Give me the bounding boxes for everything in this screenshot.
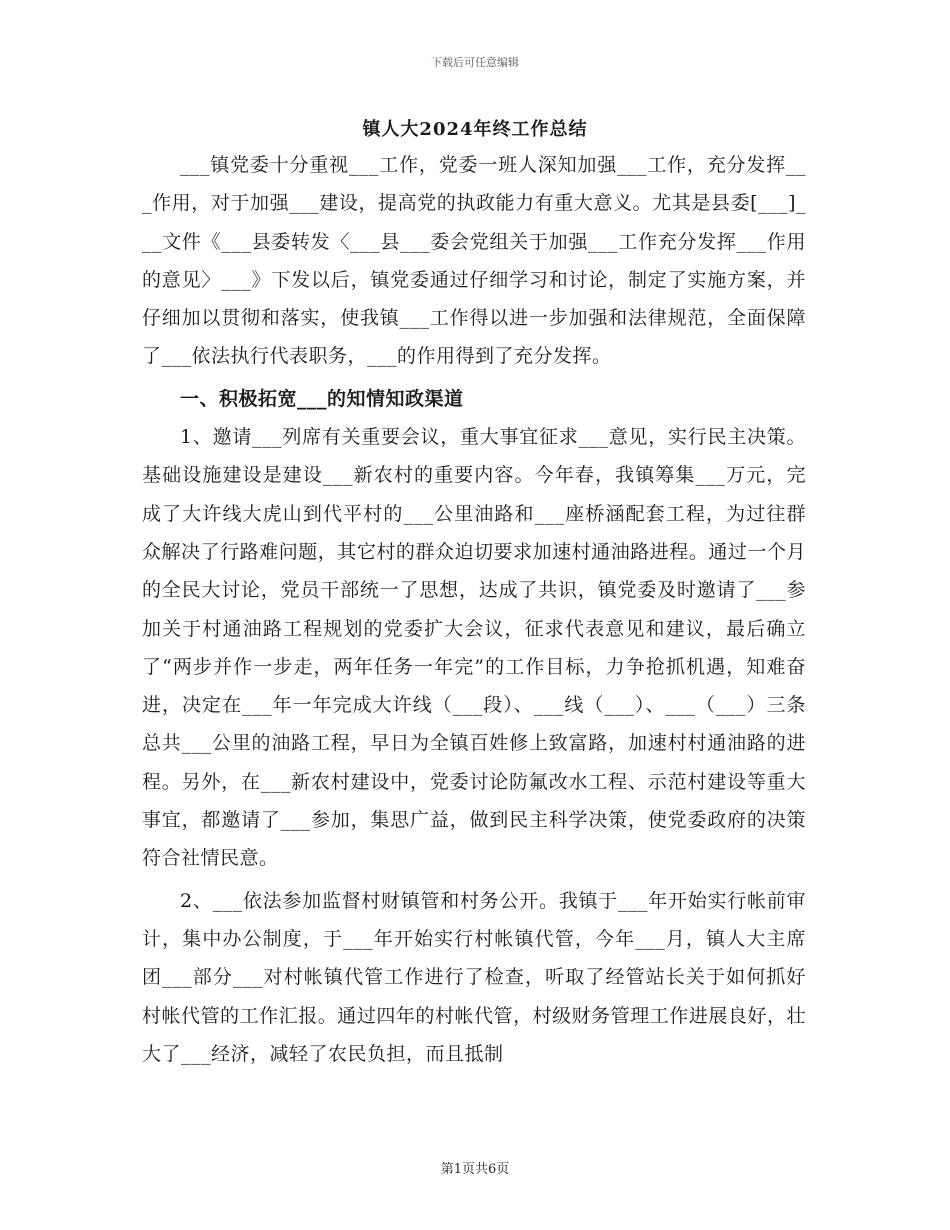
page-footer: 第1页共6页: [440, 1162, 510, 1177]
section-heading: 一、积极拓宽___的知情知政渠道: [180, 387, 464, 410]
item-1-paragraph: 1、邀请___列席有关重要会议，重大事宜征求___意见，实行民主决策。基础设施建设是建设___新农村的重要内容。今年春，我镇筹集___万元，完成了大许线大虎山到代平村的___公里油路和___座桥涵配套工程，为过往群众解决了行路难问题，其它村的群众迫切要求加速村通油路进程。通过一个月的全民大讨论，党员干部统一了思想，达成了共识，镇党委及时邀请了___参加关于村通油路工程规划的党委扩大会议，征求代表意见和建议，最后确立了“两步并作一步走，两年任务一年完”的工作目标，力争抢抓机遇，知难奋进，决定在___年一年完成大许线（___段）、___线（___）、___（___）三条总共___公里的油路工程，早日为全镇百姓修上致富路，加速村村通油路的进程。另外，在___新农村建设中，党委讨论防氟改水工程、示范村建设等重大事宜，都邀请了___参加，集思广益，做到民主科学决策，使党委政府的决策符合社情民意。: [142, 426, 806, 870]
header-note: 下载后可任意编辑: [431, 56, 519, 69]
document-title: 镇人大2024年终工作总结: [362, 119, 588, 140]
item-2-paragraph: 2、___依法参加监督村财镇管和村务公开。我镇于___年开始实行帐前审计，集中办公制度，于___年开始实行村帐镇代管，今年___月，镇人大主席团___部分___对村帐镇代管工作进行了检查，听取了经管站长关于如何抓好村帐代管的工作汇报。通过四年的村帐代管，村级财务管理工作进展良好，壮大了___经济，减轻了农民负担，而且抵制: [142, 889, 806, 1065]
document-body: [142, 146, 806, 1073]
intro-paragraph: ___镇党委十分重视___工作，党委一班人深知加强___工作，充分发挥___作用，对于加强___建设，提高党的执政能力有重大意义。尤其是县委[___]___文件《___县委转发〈___县___委会党组关于加强___工作充分发挥___作用的意见〉___》下发以后，镇党委通过仔细学习和讨论，制定了实施方案，并仔细加以贯彻和落实，使我镇___工作得以进一步加强和法律规范，全面保障了___依法执行代表职务，___的作用得到了充分发挥。: [142, 154, 806, 368]
